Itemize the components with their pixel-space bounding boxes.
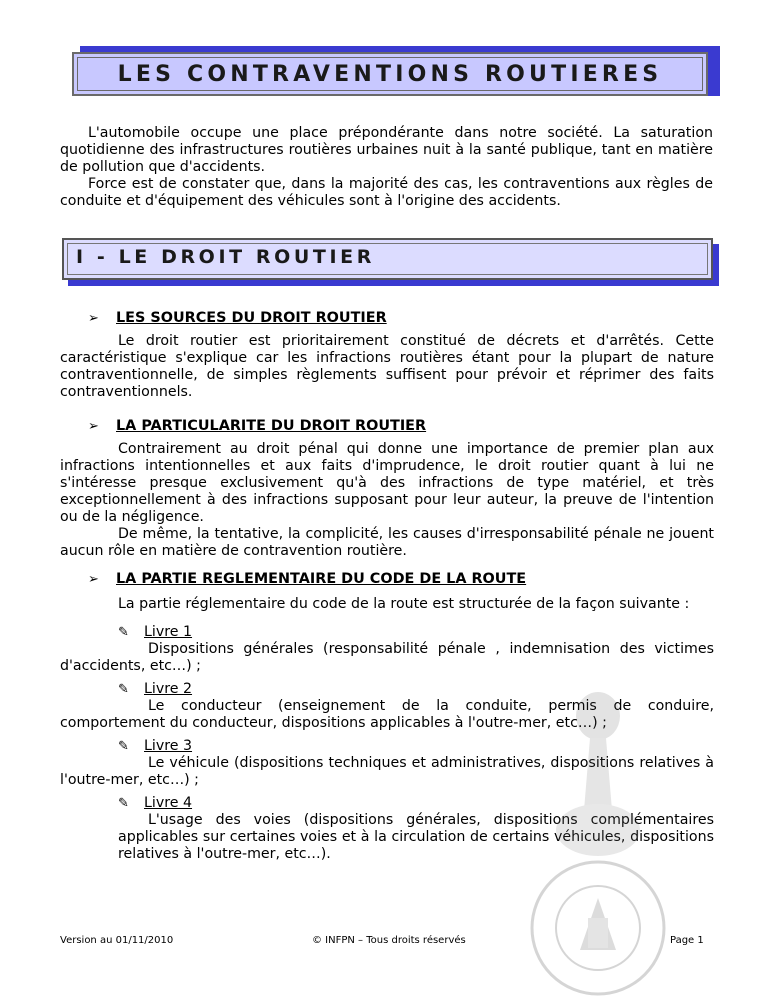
arrow-bullet-icon: ➢ xyxy=(88,419,99,434)
gear-stick-watermark-icon xyxy=(552,690,644,860)
stamp-watermark-icon xyxy=(528,858,668,998)
particularite-paragraph: Contrairement au droit pénal qui donne une importance de premier plan aux infractions intentionnelles et aux faits d'imprudence, le droit routier quant à lui ne s'intéresse presque exclusivement qu'à des infractions de type matériel, et très exceptionnellement à des infractions supposant pour leur auteur, la preuve de l'intention ou de la négligence. De même, la tentative, la complicité, les causes d'irresponsabilité pénale ne jouent aucun rôle en matière de contravention routière. xyxy=(60,441,714,559)
section-title: I - LE DROIT ROUTIER xyxy=(76,246,375,268)
footer-version: Version au 01/11/2010 xyxy=(60,935,174,946)
subheading-particularite: ➢ LA PARTICULARITE DU DROIT ROUTIER xyxy=(88,418,427,434)
section-header xyxy=(62,238,719,286)
livre-item: ✎ Livre 2 Le conducteur (enseignement de la conduite, permis de conduire, comportement du conducteur, dispositions applicables à l'outre-mer, etc…) ; xyxy=(60,681,714,731)
footer-copyright: © INFPN – Tous droits réservés xyxy=(312,935,466,946)
subheading-partie: ➢ LA PARTIE REGLEMENTAIRE DU CODE DE LA ROUTE xyxy=(88,571,527,587)
pencil-icon: ✎ xyxy=(118,796,129,811)
sources-paragraph: Le droit routier est prioritairement constitué de décrets et d'arrêtés. Cette caractéristique s'explique car les infractions routières étant pour la plupart de nature contraventionnelle, de simples règlements suffisent pour prévoir et réprimer des faits contraventionnels. xyxy=(60,333,714,400)
intro-text xyxy=(60,125,713,210)
intro-paragraph: Force est de constater que, dans la majorité des cas, les contraventions aux règles de conduite et d'équipement des véhicules sont à l'origine des accidents. xyxy=(60,176,713,209)
arrow-bullet-icon: ➢ xyxy=(88,311,99,326)
arrow-bullet-icon: ➢ xyxy=(88,572,99,587)
footer-page: Page 1 xyxy=(670,935,704,946)
document-title: LES CONTRAVENTIONS ROUTIERES xyxy=(117,61,663,87)
title-banner xyxy=(72,52,720,102)
partie-intro: La partie réglementaire du code de la route est structurée de la façon suivante : xyxy=(118,596,690,612)
title-box xyxy=(72,52,708,96)
pencil-icon: ✎ xyxy=(118,739,129,754)
intro-paragraph: L'automobile occupe une place prépondérante dans notre société. La saturation quotidienne des infrastructures routières urbaines nuit à la santé publique, tant en matière de pollution que d'accidents. xyxy=(60,125,713,175)
livre-item: ✎ Livre 4 L'usage des voies (dispositions générales, dispositions complémentaires applicables sur certaines voies et à la circulation de certains véhicules, dispositions relatives à l'outre-mer, etc…). xyxy=(118,795,714,862)
pencil-icon: ✎ xyxy=(118,625,129,640)
pencil-icon: ✎ xyxy=(118,682,129,697)
livre-item: ✎ Livre 3 Le véhicule (dispositions techniques et administratives, dispositions relatives à l'outre-mer, etc…) ; xyxy=(60,738,714,788)
subheading-sources: ➢ LES SOURCES DU DROIT ROUTIER xyxy=(88,310,387,326)
livre-item: ✎ Livre 1 Dispositions générales (responsabilité pénale , indemnisation des victimes d'accidents, etc…) ; xyxy=(60,624,714,674)
